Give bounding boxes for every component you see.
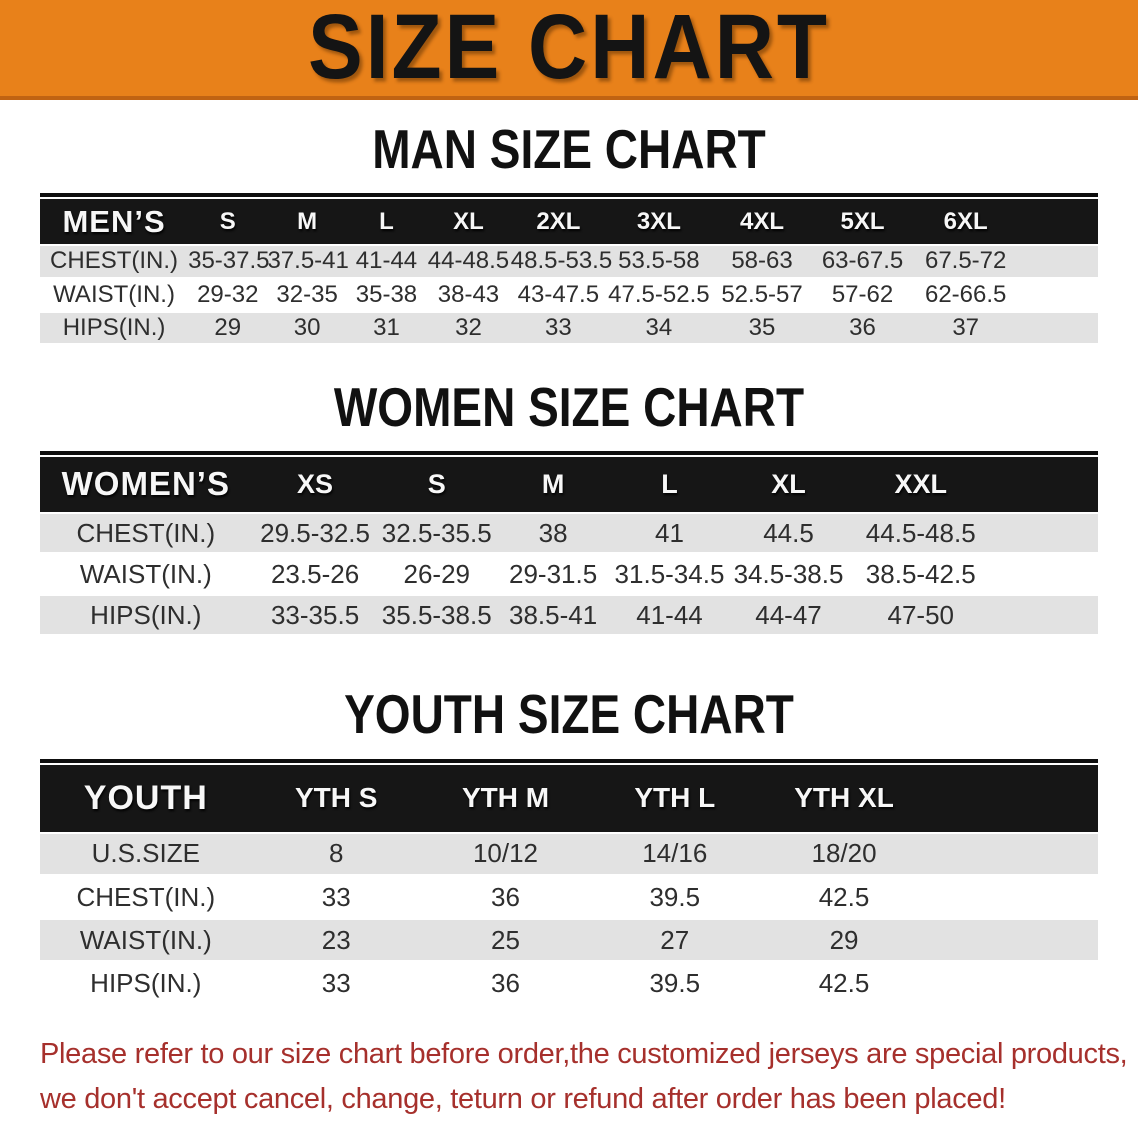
measurement-value: 32 bbox=[426, 311, 511, 344]
size-column-header: M bbox=[495, 457, 611, 513]
table-top-rule bbox=[40, 193, 1098, 197]
measurement-value: 35.5-38.5 bbox=[379, 595, 495, 636]
measurement-value: 58-63 bbox=[712, 245, 813, 278]
size-column-header: YTH XL bbox=[759, 765, 928, 833]
measurement-value: 30 bbox=[267, 311, 346, 344]
measurement-value: 52.5-57 bbox=[712, 278, 813, 311]
measurement-value: 34 bbox=[606, 311, 712, 344]
size-column-header: XS bbox=[252, 457, 379, 513]
measurement-value: 36 bbox=[812, 311, 913, 344]
size-column-header: L bbox=[347, 199, 426, 245]
measurement-value: 8 bbox=[252, 833, 421, 876]
row-filler bbox=[929, 876, 1098, 919]
table-header-row bbox=[40, 199, 1098, 245]
measurement-value: 23.5-26 bbox=[252, 554, 379, 595]
size-column-header: S bbox=[188, 199, 267, 245]
measurement-value: 43-47.5 bbox=[511, 278, 606, 311]
disclaimer bbox=[40, 1032, 1138, 1122]
table-header-row bbox=[40, 765, 1098, 833]
size-column-header: 3XL bbox=[606, 199, 712, 245]
measurement-value: 35-37.5 bbox=[188, 245, 267, 278]
man-size-heading-text: MAN SIZE CHART bbox=[372, 118, 766, 180]
measurement-value: 23 bbox=[252, 919, 421, 962]
measurement-row-label: WAIST(IN.) bbox=[40, 278, 188, 311]
page-title: SIZE CHART bbox=[308, 0, 830, 99]
measurement-value: 33 bbox=[252, 962, 421, 1005]
measurement-value: 29 bbox=[188, 311, 267, 344]
measurement-value: 29.5-32.5 bbox=[252, 513, 379, 554]
measurement-row-label: WAIST(IN.) bbox=[40, 554, 252, 595]
measurement-value: 32-35 bbox=[267, 278, 346, 311]
measurement-value: 29 bbox=[759, 919, 928, 962]
measurement-value: 25 bbox=[421, 919, 590, 962]
man-size-section bbox=[0, 118, 1138, 346]
disclaimer-line-1: Please refer to our size chart before order,the customized jerseys are special products, bbox=[40, 1038, 1128, 1071]
size-column-header: XXL bbox=[849, 457, 992, 513]
youth-size-heading bbox=[0, 683, 1138, 745]
measurement-value: 41-44 bbox=[347, 245, 426, 278]
measurement-row bbox=[40, 278, 1098, 311]
measurement-row bbox=[40, 919, 1098, 962]
size-table bbox=[40, 199, 1098, 346]
measurement-value: 33 bbox=[511, 311, 606, 344]
measurement-value: 10/12 bbox=[421, 833, 590, 876]
size-column-header: L bbox=[611, 457, 727, 513]
measurement-row-label: WAIST(IN.) bbox=[40, 919, 252, 962]
measurement-row-label: HIPS(IN.) bbox=[40, 962, 252, 1005]
women-size-heading-text: WOMEN SIZE CHART bbox=[333, 375, 805, 438]
women-size-section bbox=[0, 375, 1138, 638]
measurement-value: 67.5-72 bbox=[913, 245, 1019, 278]
measurement-value: 35-38 bbox=[347, 278, 426, 311]
row-filler bbox=[992, 595, 1098, 636]
measurement-value: 42.5 bbox=[759, 876, 928, 919]
row-filler bbox=[1019, 245, 1098, 278]
measurement-row bbox=[40, 595, 1098, 636]
measurement-value: 44.5-48.5 bbox=[849, 513, 992, 554]
measurement-row bbox=[40, 962, 1098, 1005]
measurement-row-label: HIPS(IN.) bbox=[40, 595, 252, 636]
women-size-heading bbox=[0, 375, 1138, 438]
table-group-label: YOUTH bbox=[40, 765, 252, 833]
header-filler bbox=[992, 457, 1098, 513]
measurement-row bbox=[40, 245, 1098, 278]
table-group-label: WOMEN’S bbox=[40, 457, 252, 513]
size-column-header: 2XL bbox=[511, 199, 606, 245]
measurement-value: 36 bbox=[421, 876, 590, 919]
measurement-row bbox=[40, 513, 1098, 554]
measurement-value: 47.5-52.5 bbox=[606, 278, 712, 311]
measurement-value: 62-66.5 bbox=[913, 278, 1019, 311]
measurement-value: 26-29 bbox=[379, 554, 495, 595]
measurement-row bbox=[40, 311, 1098, 344]
youth-size-heading-text: YOUTH SIZE CHART bbox=[344, 683, 794, 745]
size-column-header: YTH M bbox=[421, 765, 590, 833]
measurement-value: 41-44 bbox=[611, 595, 727, 636]
row-filler bbox=[929, 919, 1098, 962]
row-filler bbox=[929, 962, 1098, 1005]
measurement-value: 44.5 bbox=[728, 513, 850, 554]
measurement-value: 57-62 bbox=[812, 278, 913, 311]
size-column-header: M bbox=[267, 199, 346, 245]
size-column-header: YTH L bbox=[590, 765, 759, 833]
size-column-header: XL bbox=[728, 457, 850, 513]
measurement-value: 31 bbox=[347, 311, 426, 344]
measurement-value: 39.5 bbox=[590, 962, 759, 1005]
measurement-value: 29-31.5 bbox=[495, 554, 611, 595]
measurement-value: 37.5-41 bbox=[267, 245, 346, 278]
header-filler bbox=[929, 765, 1098, 833]
row-filler bbox=[1019, 278, 1098, 311]
row-filler bbox=[1019, 311, 1098, 344]
measurement-value: 29-32 bbox=[188, 278, 267, 311]
measurement-row bbox=[40, 554, 1098, 595]
measurement-value: 38.5-42.5 bbox=[849, 554, 992, 595]
table-top-rule bbox=[40, 451, 1098, 455]
measurement-value: 38-43 bbox=[426, 278, 511, 311]
size-column-header: 6XL bbox=[913, 199, 1019, 245]
measurement-row-label: U.S.SIZE bbox=[40, 833, 252, 876]
measurement-row-label: CHEST(IN.) bbox=[40, 245, 188, 278]
measurement-value: 44-47 bbox=[728, 595, 850, 636]
measurement-value: 35 bbox=[712, 311, 813, 344]
measurement-row bbox=[40, 876, 1098, 919]
measurement-row-label: HIPS(IN.) bbox=[40, 311, 188, 344]
measurement-value: 44-48.5 bbox=[426, 245, 511, 278]
man-size-heading bbox=[0, 118, 1138, 180]
table-header-row bbox=[40, 457, 1098, 513]
disclaimer-line-2: we don't accept cancel, change, teturn or refund after order has been placed! bbox=[40, 1083, 1006, 1116]
table-group-label: MEN’S bbox=[40, 199, 188, 245]
measurement-row-label: CHEST(IN.) bbox=[40, 876, 252, 919]
table-top-rule bbox=[40, 759, 1098, 763]
measurement-value: 33-35.5 bbox=[252, 595, 379, 636]
size-table bbox=[40, 765, 1098, 1007]
measurement-value: 48.5-53.5 bbox=[511, 245, 606, 278]
women-size-table bbox=[40, 451, 1098, 638]
measurement-value: 18/20 bbox=[759, 833, 928, 876]
measurement-value: 42.5 bbox=[759, 962, 928, 1005]
size-table bbox=[40, 457, 1098, 638]
size-column-header: YTH S bbox=[252, 765, 421, 833]
row-filler bbox=[929, 833, 1098, 876]
youth-size-section bbox=[0, 683, 1138, 1006]
measurement-row-label: CHEST(IN.) bbox=[40, 513, 252, 554]
man-size-table bbox=[40, 193, 1098, 346]
measurement-value: 38.5-41 bbox=[495, 595, 611, 636]
measurement-value: 27 bbox=[590, 919, 759, 962]
measurement-value: 33 bbox=[252, 876, 421, 919]
measurement-value: 32.5-35.5 bbox=[379, 513, 495, 554]
measurement-value: 63-67.5 bbox=[812, 245, 913, 278]
size-column-header: XL bbox=[426, 199, 511, 245]
measurement-value: 53.5-58 bbox=[606, 245, 712, 278]
measurement-value: 39.5 bbox=[590, 876, 759, 919]
row-filler bbox=[992, 513, 1098, 554]
measurement-row bbox=[40, 833, 1098, 876]
measurement-value: 14/16 bbox=[590, 833, 759, 876]
header-filler bbox=[1019, 199, 1098, 245]
size-column-header: 5XL bbox=[812, 199, 913, 245]
size-column-header: 4XL bbox=[712, 199, 813, 245]
youth-size-table bbox=[40, 759, 1098, 1007]
measurement-value: 47-50 bbox=[849, 595, 992, 636]
measurement-value: 41 bbox=[611, 513, 727, 554]
measurement-value: 37 bbox=[913, 311, 1019, 344]
measurement-value: 36 bbox=[421, 962, 590, 1005]
measurement-value: 38 bbox=[495, 513, 611, 554]
row-filler bbox=[992, 554, 1098, 595]
banner bbox=[0, 0, 1138, 100]
measurement-value: 34.5-38.5 bbox=[728, 554, 850, 595]
size-column-header: S bbox=[379, 457, 495, 513]
measurement-value: 31.5-34.5 bbox=[611, 554, 727, 595]
